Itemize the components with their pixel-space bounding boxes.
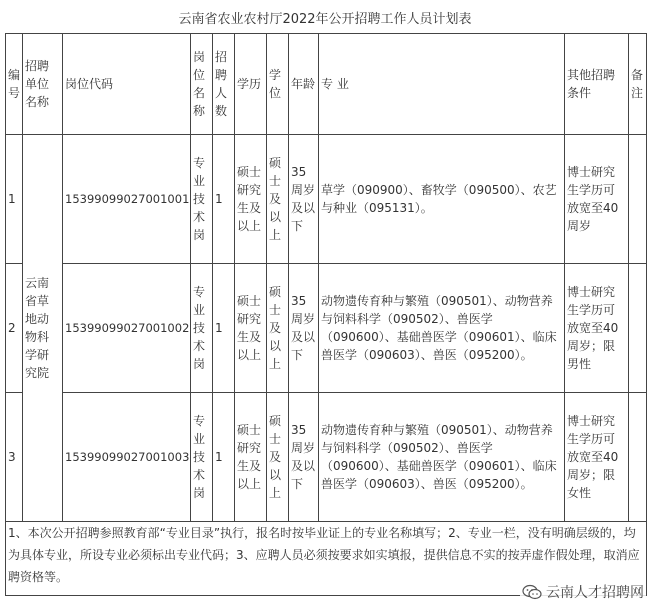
cell-education: 硕士研究生及以上 [235,264,267,393]
table-row [6,135,647,264]
header-count: 招聘人数 [213,34,235,135]
header-num: 编号 [6,34,23,135]
watermark [520,582,646,602]
cell-post-name: 专业技术岗 [191,393,213,522]
cell-num: 3 [6,393,23,522]
header-unit: 招聘单位名称 [23,34,63,135]
cell-education: 硕士研究生及以上 [235,393,267,522]
header-remark: 备注 [629,34,647,135]
cell-count: 1 [213,393,235,522]
cell-degree: 硕士及以上 [267,393,289,522]
cell-remark [629,135,647,264]
header-degree: 学位 [267,34,289,135]
cell-count: 1 [213,135,235,264]
header-education: 学历 [235,34,267,135]
cell-post-name: 专业技术岗 [191,264,213,393]
cell-age: 35周岁及以下 [289,135,319,264]
cell-other: 博士研究生学历可放宽至40周岁 [565,135,629,264]
wechat-icon [522,584,542,600]
cell-degree: 硕士及以上 [267,264,289,393]
cell-code: 15399099027001001 [63,135,191,264]
cell-remark [629,264,647,393]
notes-text: 1、本次公开招聘参照教育部“专业目录”执行，报名时按毕业证上的专业名称填写；2、专业一栏，没有明确层级的，均为具体专业，所设专业必须标出专业代码；3、应聘人员必须按要求如实填报，提供信息不实的按弄虚作假处理，取消应聘资格等。 [8,526,640,584]
cell-other: 博士研究生学历可放宽至40周岁；限男性 [565,264,629,393]
cell-code: 15399099027001002 [63,264,191,393]
cell-num: 1 [6,135,23,264]
header-code: 岗位代码 [63,34,191,135]
cell-code: 15399099027001003 [63,393,191,522]
cell-post-name: 专业技术岗 [191,135,213,264]
cell-count: 1 [213,264,235,393]
cell-age: 35周岁及以下 [289,264,319,393]
cell-age: 35周岁及以下 [289,393,319,522]
recruitment-plan-table [5,33,647,596]
table-title: 云南省农业农村厅2022年公开招聘工作人员计划表 [178,12,472,27]
watermark-text: 云南人才招聘网 [546,585,644,601]
cell-num: 2 [6,264,23,393]
table-row [6,393,647,522]
cell-major: 动物遗传育种与繁殖（090501）、动物营养与饲料科学（090502）、兽医学（090600）、基础兽医学（090601）、临床兽医学（090603）、兽医（095200）。 [319,264,565,393]
header-age: 年龄 [289,34,319,135]
header-row [6,34,647,135]
cell-remark [629,393,647,522]
cell-major: 草学（090900）、畜牧学（090500）、农艺与种业（095131）。 [319,135,565,264]
cell-other: 博士研究生学历可放宽至40周岁；限女性 [565,393,629,522]
header-post-name: 岗位名称 [191,34,213,135]
cell-major: 动物遗传育种与繁殖（090501）、动物营养与饲料科学（090502）、兽医学（090600）、基础兽医学（090601）、临床兽医学（090603）、兽医（095200）。 [319,393,565,522]
header-major: 专 业 [319,34,565,135]
cell-education: 硕士研究生及以上 [235,135,267,264]
cell-unit-name: 云南省草地动物科学研究院 [23,135,63,522]
table-row [6,264,647,393]
cell-degree: 硕士及以上 [267,135,289,264]
header-other: 其他招聘条件 [565,34,629,135]
